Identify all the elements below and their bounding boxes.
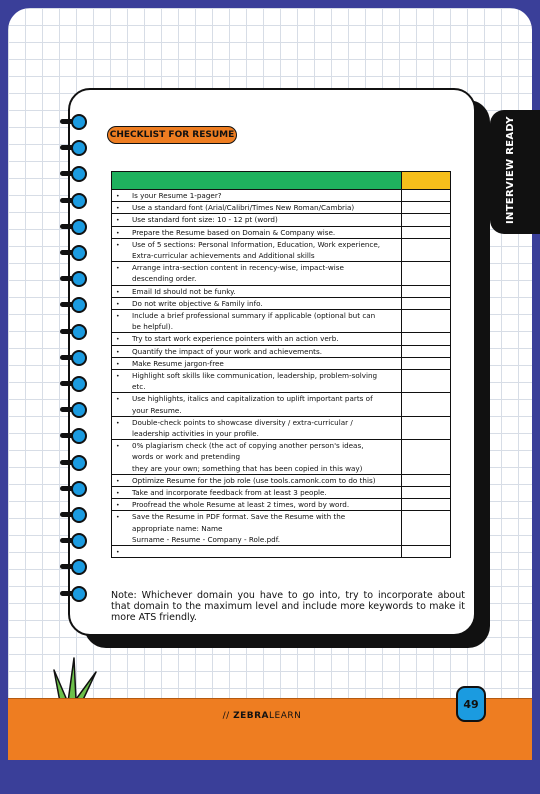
table-row (112, 546, 450, 557)
check-cell[interactable] (402, 262, 450, 284)
table-row (112, 487, 450, 499)
checklist-item-text: • Is your Resume 1-pager? (132, 191, 222, 200)
check-cell[interactable] (402, 440, 450, 474)
check-cell[interactable] (402, 370, 450, 392)
check-cell[interactable] (402, 358, 450, 369)
table-row (112, 440, 450, 475)
check-cell[interactable] (402, 298, 450, 309)
checklist-item-text: • Try to start work experience pointers with an action verb. (132, 334, 339, 344)
checklist-item-text: descending order. (132, 274, 197, 284)
checklist-item-text: they are your own; something that has been copied in this way) (132, 463, 363, 473)
table-row (112, 190, 450, 202)
checklist-item (112, 499, 402, 510)
table-row (112, 333, 450, 345)
checklist-item-text: • Save the Resume in PDF format. Save the Resume with the (132, 512, 346, 522)
binding-ring-icon (60, 481, 90, 497)
checklist-item-text: • Use a standard font (Arial/Calibri/Times New Roman/Cambria) (132, 203, 355, 213)
table-row (112, 417, 450, 440)
brand-bold: ZEBRA (233, 711, 270, 721)
header-check-column (402, 172, 450, 189)
table-row (112, 214, 450, 226)
check-cell[interactable] (402, 239, 450, 261)
checklist-item (112, 298, 402, 309)
table-row (112, 239, 450, 262)
brand-light: LEARN (269, 711, 302, 721)
check-cell[interactable] (402, 511, 450, 545)
binding-ring-icon (60, 586, 90, 602)
check-cell[interactable] (402, 227, 450, 238)
check-cell[interactable] (402, 190, 450, 201)
footer-brand (0, 711, 524, 721)
checklist-item (112, 239, 402, 261)
checklist-item (112, 333, 402, 344)
checklist-item-text: • Proofread the whole Resume at least 2 times, word by word. (132, 500, 350, 510)
table-row (112, 370, 450, 393)
binding-ring-icon (60, 114, 90, 130)
checklist-item-text: • Arrange intra-section content in recency-wise, impact-wise (132, 263, 344, 273)
header-item-column (112, 172, 402, 189)
check-cell[interactable] (402, 487, 450, 498)
checklist-item-text: • Quantify the impact of your work and achievements. (132, 346, 323, 356)
binding-ring-icon (60, 402, 90, 418)
checklist-item (112, 393, 402, 415)
checklist-item (112, 487, 402, 498)
table-row (112, 202, 450, 214)
binding-ring-icon (60, 324, 90, 340)
checklist-item-text: • Optimize Resume for the job role (use tools.camonk.com to do this) (132, 475, 376, 485)
table-row (112, 511, 450, 546)
binding-ring-icon (60, 533, 90, 549)
checklist-item-text: your Resume. (132, 405, 182, 415)
checklist-item-text: • Include a brief professional summary if applicable (optional but can (132, 311, 376, 321)
checklist-item (112, 475, 402, 486)
check-cell[interactable] (402, 286, 450, 297)
binding-ring-icon (60, 350, 90, 366)
binding-ring-icon (60, 455, 90, 471)
checklist-item-text: Surname - Resume - Company - Role.pdf. (132, 534, 281, 544)
checklist-item-text: • Use highlights, italics and capitalization to uplift important parts of (132, 394, 373, 404)
table-row (112, 262, 450, 285)
checklist-item (112, 346, 402, 357)
checklist-item-text: • Do not write objective & Family info. (132, 298, 263, 308)
binding-ring-icon (60, 559, 90, 575)
checklist-item (112, 370, 402, 392)
checklist-item-text: • Use of 5 sections: Personal Information, Education, Work experience, (132, 239, 381, 249)
checklist-item-text: • 0% plagiarism check (the act of copying another person's ideas, (132, 441, 364, 451)
table-row (112, 499, 450, 511)
checklist-item-text: appropriate name: Name (132, 523, 223, 533)
binding-ring-icon (60, 219, 90, 235)
table-row (112, 286, 450, 298)
table-row (112, 310, 450, 333)
checklist-item (112, 440, 402, 474)
grass-icon (52, 652, 100, 702)
binding-ring-icon (60, 140, 90, 156)
checklist-item-text: leadership activities in your profile. (132, 429, 259, 439)
checklist-item (112, 310, 402, 332)
binding-ring-icon (60, 428, 90, 444)
checklist-item-text: • Use standard font size: 10 - 12 pt (word) (132, 215, 278, 225)
table-row (112, 393, 450, 416)
check-cell[interactable] (402, 417, 450, 439)
table-row (112, 358, 450, 370)
note-text: Note: Whichever domain you have to go into, try to incorporate about that domain to the maximum level and include more keywords to make it more ATS friendly. (111, 590, 465, 624)
footer-bar (8, 698, 532, 760)
binding-ring-icon (60, 245, 90, 261)
page-title: CHECKLIST FOR RESUME (107, 126, 237, 144)
checklist-item-text: Extra-curricular achievements and Additional skills (132, 251, 315, 261)
checklist-item (112, 358, 402, 369)
checklist-item-text: words or work and pretending (132, 452, 241, 462)
binding-ring-icon (60, 193, 90, 209)
table-row (112, 227, 450, 239)
check-cell[interactable] (402, 333, 450, 344)
checklist-item-text: be helpful). (132, 322, 173, 332)
check-cell[interactable] (402, 475, 450, 486)
table-row (112, 346, 450, 358)
binding-ring-icon (60, 297, 90, 313)
checklist-item (112, 214, 402, 225)
checklist-item (112, 511, 402, 545)
check-cell[interactable] (402, 310, 450, 332)
check-cell[interactable] (402, 346, 450, 357)
brand-mark-icon: // (222, 711, 230, 721)
binding-ring-icon (60, 166, 90, 182)
checklist-item (112, 417, 402, 439)
page-number: 49 (456, 686, 486, 722)
checklist-item (112, 202, 402, 213)
table-row (112, 475, 450, 487)
side-tab-label: INTERVIEW READY (505, 116, 516, 224)
check-cell[interactable] (402, 202, 450, 213)
check-cell[interactable] (402, 499, 450, 510)
checklist-item (112, 286, 402, 297)
binding-ring-icon (60, 271, 90, 287)
check-cell[interactable] (402, 393, 450, 415)
check-cell[interactable] (402, 546, 450, 557)
checklist-item-text: • Prepare the Resume based on Domain & Company wise. (132, 227, 336, 237)
checklist-item (112, 227, 402, 238)
checklist-item-text: • Highlight soft skills like communication, leadership, problem-solving (132, 371, 378, 381)
checklist-item (112, 262, 402, 284)
checklist-item-text: • Make Resume jargon-free (132, 358, 224, 368)
checklist-item-text: • Email Id should not be funky. (132, 286, 236, 296)
checklist-item-text: • Double-check points to showcase diversity / extra-curricular / (132, 417, 353, 427)
checklist-item-text: • Take and incorporate feedback from at least 3 people. (132, 488, 327, 498)
binding-ring-icon (60, 376, 90, 392)
table-row (112, 298, 450, 310)
binding-ring-icon (60, 507, 90, 523)
check-cell[interactable] (402, 214, 450, 225)
checklist-item-text: etc. (132, 382, 146, 392)
checklist-rows (112, 190, 450, 557)
checklist-header (112, 172, 450, 190)
checklist-item (112, 546, 402, 557)
checklist-table (111, 171, 451, 558)
checklist-item (112, 190, 402, 201)
